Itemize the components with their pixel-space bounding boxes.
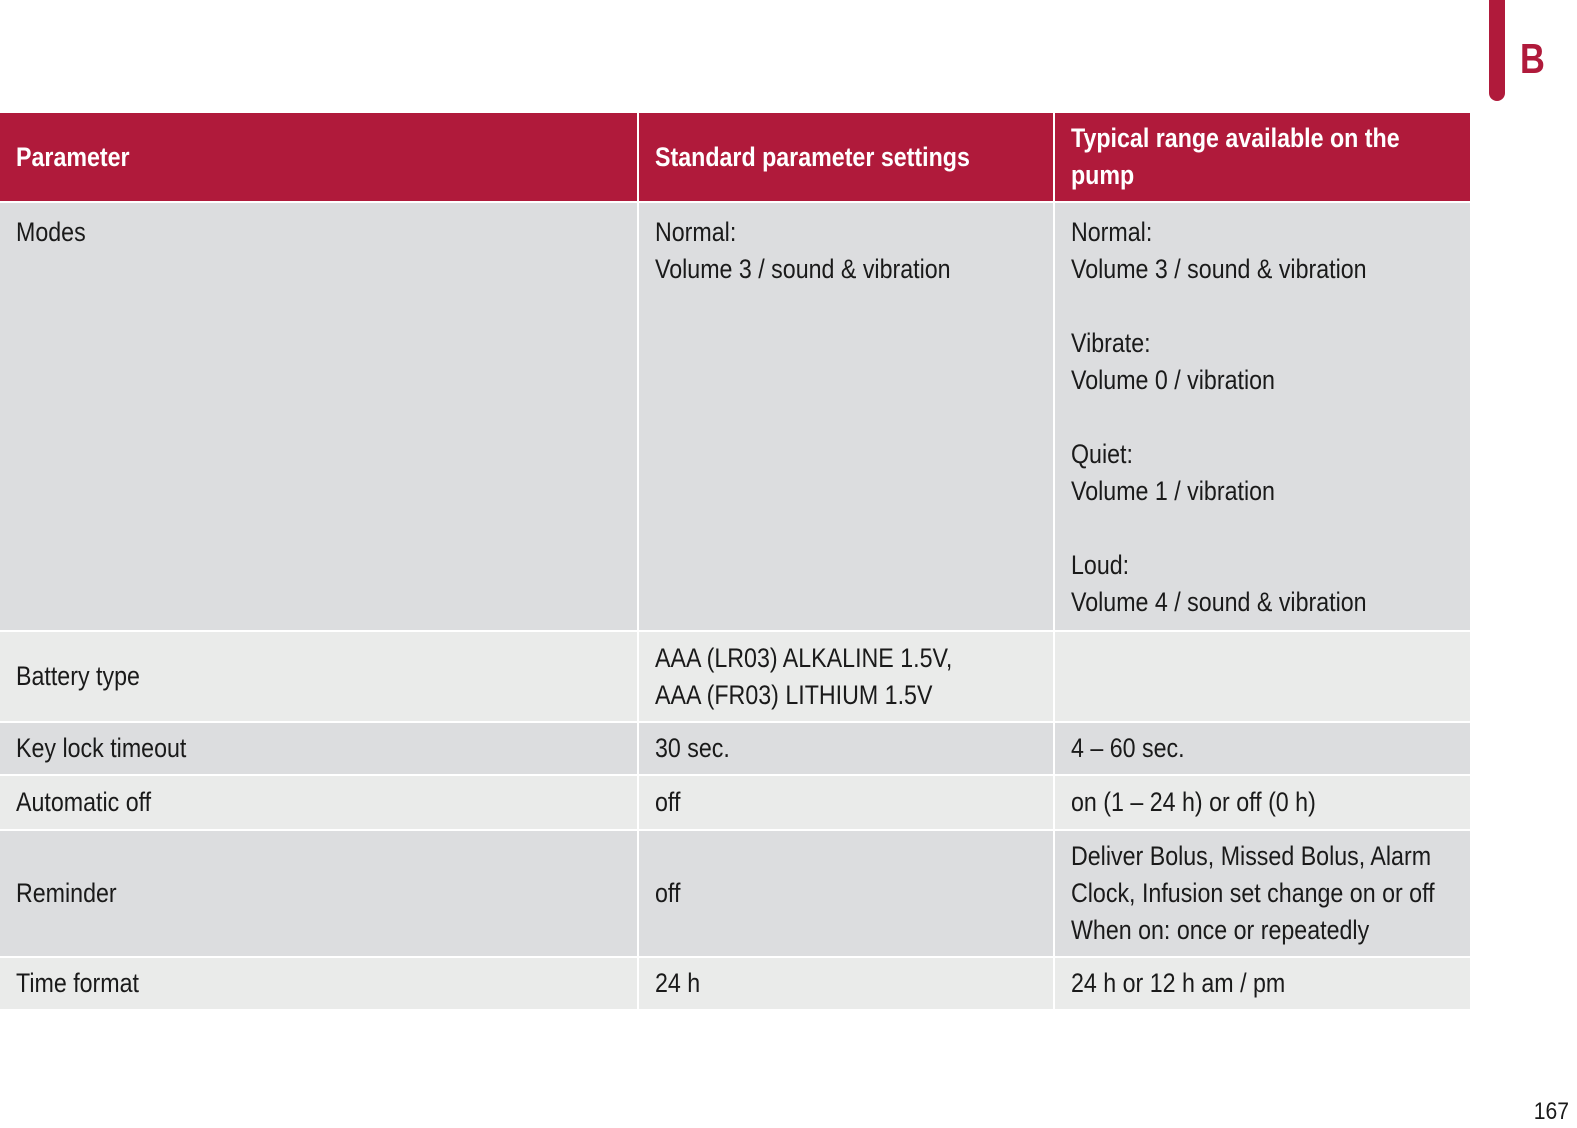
cell-standard: Normal: Volume 3 / sound & vibration xyxy=(638,202,1054,631)
cell-standard: 30 sec. xyxy=(638,722,1054,775)
table-row-automatic-off xyxy=(0,775,1470,830)
table-row-modes xyxy=(0,202,1470,631)
cell-standard: off xyxy=(638,775,1054,830)
cell-range: Normal: Volume 3 / sound & vibration Vibrate: Volume 0 / vibration Quiet: Volume 1 / vibration Loud: Volume 4 / sound & vibration xyxy=(1054,202,1470,631)
section-letter: B xyxy=(1520,35,1545,82)
header-typical-range: Typical range available on the pump xyxy=(1054,113,1470,202)
cell-parameter: Key lock timeout xyxy=(0,722,638,775)
cell-range: 24 h or 12 h am / pm xyxy=(1054,957,1470,1010)
page-number: 167 xyxy=(1533,1098,1569,1125)
cell-range: Deliver Bolus, Missed Bolus, Alarm Clock, Infusion set change on or off When on: once or repeatedly xyxy=(1054,830,1470,957)
cell-standard: AAA (LR03) ALKALINE 1.5V, AAA (FR03) LITHIUM 1.5V xyxy=(638,631,1054,722)
cell-parameter: Modes xyxy=(0,202,638,631)
cell-range: 4 – 60 sec. xyxy=(1054,722,1470,775)
cell-standard: off xyxy=(638,830,1054,957)
cell-parameter: Battery type xyxy=(0,631,638,722)
header-standard-settings: Standard parameter settings xyxy=(638,113,1054,202)
table-header-row xyxy=(0,113,1470,202)
cell-standard: 24 h xyxy=(638,957,1054,1010)
header-parameter: Parameter xyxy=(0,113,638,202)
parameters-table xyxy=(0,113,1470,1011)
cell-range xyxy=(1054,631,1470,722)
table-row-time-format xyxy=(0,957,1470,1010)
cell-parameter: Automatic off xyxy=(0,775,638,830)
cell-parameter: Reminder xyxy=(0,830,638,957)
cell-range: on (1 – 24 h) or off (0 h) xyxy=(1054,775,1470,830)
table-row-key-lock-timeout xyxy=(0,722,1470,775)
table-row-reminder xyxy=(0,830,1470,957)
table-row-battery-type xyxy=(0,631,1470,722)
cell-parameter: Time format xyxy=(0,957,638,1010)
section-tab-bar xyxy=(1489,0,1505,101)
